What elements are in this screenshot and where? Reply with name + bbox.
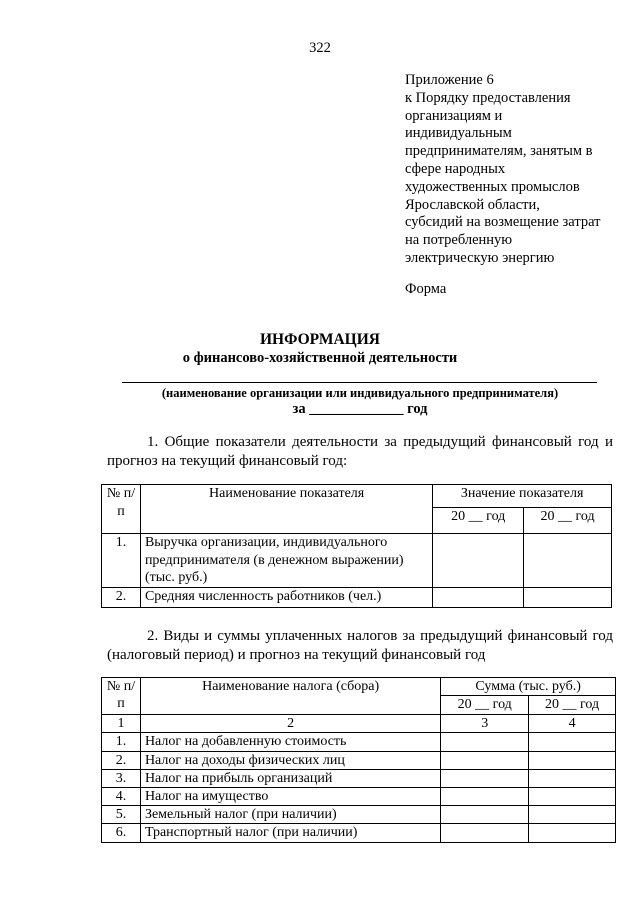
- row-value-2: [524, 534, 612, 588]
- row-name: Выручка организации, индивидуального предпринимателя (в денежном выражении) (тыс. руб.): [140, 534, 432, 588]
- table-row: [102, 769, 616, 787]
- row-num: 4.: [102, 788, 141, 806]
- header-year-1: 20 __ год: [441, 696, 529, 715]
- column-number: 4: [529, 715, 616, 733]
- appendix-line: субсидий на возмещение затрат: [405, 214, 601, 231]
- row-value-1: [441, 788, 529, 806]
- header-num: № п/п: [102, 485, 141, 534]
- row-name: Налог на добавленную стоимость: [140, 733, 440, 751]
- indicators-table: [101, 484, 612, 608]
- table-row: [102, 588, 612, 608]
- appendix-line: к Порядку предоставления: [405, 89, 571, 106]
- appendix-block: [405, 72, 635, 268]
- appendix-line: Приложение 6: [405, 72, 494, 88]
- section-1-heading-text: 1. Общие показатели деятельности за предыдущий финансовый год и прогноз на текущий финансовый год:: [107, 434, 613, 469]
- header-year-2: 20 __ год: [524, 508, 612, 534]
- row-num: 3.: [102, 769, 141, 787]
- document-subtitle: о финансово-хозяйственной деятельности: [182, 350, 458, 366]
- row-name: Налог на прибыль организаций: [140, 769, 440, 787]
- report-year-line: за _____________ год: [292, 401, 428, 417]
- table-row: [102, 534, 612, 588]
- row-num: 2.: [102, 751, 141, 769]
- appendix-line: художественных промыслов: [405, 178, 580, 195]
- section-2-heading: [107, 627, 613, 664]
- header-sum: Сумма (тыс. руб.): [441, 678, 616, 696]
- row-num: 1.: [102, 733, 141, 751]
- header-num: № п/п: [102, 678, 141, 715]
- appendix-line: предпринимателям, занятым в: [405, 143, 593, 160]
- page-number: 322: [309, 40, 331, 56]
- header-year-2: 20 __ год: [529, 696, 616, 715]
- row-value-2: [524, 588, 612, 608]
- row-value-1: [441, 769, 529, 787]
- header-year-1: 20 __ год: [433, 508, 524, 534]
- taxes-table: [101, 677, 616, 843]
- row-value-2: [529, 751, 616, 769]
- column-number: 2: [140, 715, 440, 733]
- table-row: [102, 824, 616, 842]
- appendix-line: на потребленную: [405, 232, 513, 249]
- header-indicator-value: Значение показателя: [433, 485, 612, 508]
- table-row: [102, 733, 616, 751]
- row-value-1: [433, 588, 524, 608]
- row-num: 2.: [102, 588, 141, 608]
- row-value-2: [529, 806, 616, 824]
- section-1-heading: [107, 433, 613, 470]
- row-value-1: [433, 534, 524, 588]
- row-num: 5.: [102, 806, 141, 824]
- section-2-heading-text: 2. Виды и суммы уплаченных налогов за предыдущий финансовый год (налоговый период) и прогноз на текущий финансовый год: [107, 628, 613, 663]
- org-name-blank-line: [122, 382, 597, 383]
- table-row: [102, 806, 616, 824]
- appendix-line: организациям и: [405, 107, 503, 124]
- header-indicator-name: Наименование показателя: [140, 485, 432, 534]
- row-value-2: [529, 788, 616, 806]
- row-value-1: [441, 751, 529, 769]
- column-number: 1: [102, 715, 141, 733]
- row-name: Налог на доходы физических лиц: [140, 751, 440, 769]
- row-name: Налог на имущество: [140, 788, 440, 806]
- row-name: Земельный налог (при наличии): [140, 806, 440, 824]
- appendix-line: Ярославской области,: [405, 196, 540, 213]
- document-title: ИНФОРМАЦИЯ: [260, 331, 380, 348]
- row-value-2: [529, 733, 616, 751]
- header-tax-name: Наименование налога (сбора): [140, 678, 440, 715]
- appendix-line: индивидуальным: [405, 125, 512, 142]
- row-value-1: [441, 733, 529, 751]
- row-num: 6.: [102, 824, 141, 842]
- row-value-1: [441, 824, 529, 842]
- form-label: Форма: [405, 281, 447, 297]
- row-num: 1.: [102, 534, 141, 588]
- table-row: [102, 788, 616, 806]
- appendix-line: электрическую энергию: [405, 249, 555, 266]
- column-numbers-row: [102, 715, 616, 733]
- row-value-2: [529, 769, 616, 787]
- org-name-caption: (наименование организации или индивидуального предпринимателя): [161, 386, 559, 400]
- appendix-line: сфере народных: [405, 160, 506, 177]
- column-number: 3: [441, 715, 529, 733]
- table-row: [102, 751, 616, 769]
- row-name: Средняя численность работников (чел.): [140, 588, 432, 608]
- row-value-2: [529, 824, 616, 842]
- row-value-1: [441, 806, 529, 824]
- row-name: Транспортный налог (при наличии): [140, 824, 440, 842]
